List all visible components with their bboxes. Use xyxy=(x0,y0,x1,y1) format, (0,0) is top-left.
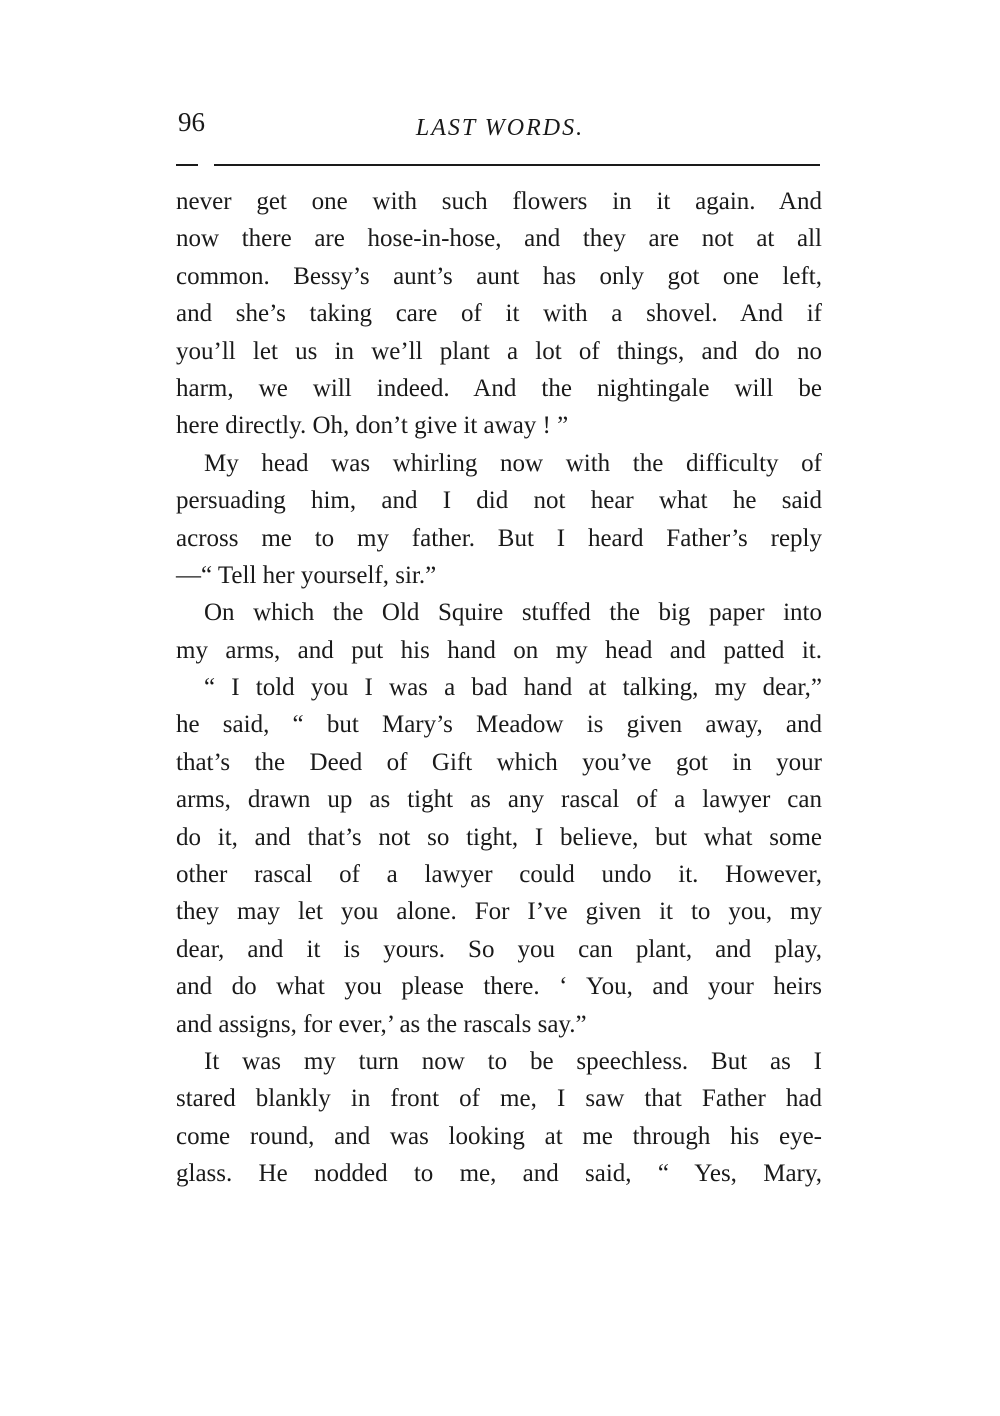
text-line: you’ll let us in we’ll plant a lot of things, and do no xyxy=(176,337,822,365)
text-line: other rascal of a lawyer could undo it. However, xyxy=(176,861,822,889)
text-line: now there are hose-in-hose, and they are not at all xyxy=(176,225,822,253)
text-line: and do what you please there. ‘ You, and your heirs xyxy=(176,973,822,1001)
text-line: they may let you alone. For I’ve given it to you, my xyxy=(176,898,822,926)
text-line: persuading him, and I did not hear what he said xyxy=(176,487,822,515)
text-line: harm, we will indeed. And the nightingale will be xyxy=(176,374,822,402)
text-line: On which the Old Squire stuffed the big paper into xyxy=(204,599,822,627)
text-line: here directly. Oh, don’t give it away ! ” xyxy=(176,412,569,440)
text-line: across me to my father. But I heard Father’s reply xyxy=(176,524,822,552)
text-line: dear, and it is yours. So you can plant, and play, xyxy=(176,935,822,963)
text-line: do it, and that’s not so tight, I believe, but what some xyxy=(176,823,822,851)
text-line: common. Bessy’s aunt’s aunt has only got one left, xyxy=(176,262,822,290)
text-line: “ I told you I was a bad hand at talking, my dear,” xyxy=(204,674,822,702)
text-line: he said, “ but Mary’s Meadow is given away, and xyxy=(176,711,822,739)
text-line: and she’s taking care of it with a shovel. And if xyxy=(176,300,822,328)
text-line: and assigns, for ever,’ as the rascals say.” xyxy=(176,1010,587,1038)
text-line: come round, and was looking at me through his eye- xyxy=(176,1122,822,1150)
text-line: arms, drawn up as tight as any rascal of a lawyer can xyxy=(176,786,822,814)
body-text xyxy=(176,183,822,1193)
text-line: stared blankly in front of me, I saw that Father had xyxy=(176,1085,822,1113)
header-rule xyxy=(214,164,820,166)
text-line: —“ Tell her yourself, sir.” xyxy=(176,561,437,589)
text-line: It was my turn now to be speechless. But as I xyxy=(204,1047,822,1075)
text-line: My head was whirling now with the difficulty of xyxy=(204,449,822,477)
header-rule-dash xyxy=(176,164,198,166)
page-number: 96 xyxy=(178,107,205,137)
running-title: LAST WORDS. xyxy=(415,115,585,141)
text-line: my arms, and put his hand on my head and patted it. xyxy=(176,636,822,664)
text-line: glass. He nodded to me, and said, “ Yes, Mary, xyxy=(176,1160,822,1188)
text-line: that’s the Deed of Gift which you’ve got in your xyxy=(176,748,822,776)
text-line: never get one with such flowers in it again. And xyxy=(176,188,822,215)
